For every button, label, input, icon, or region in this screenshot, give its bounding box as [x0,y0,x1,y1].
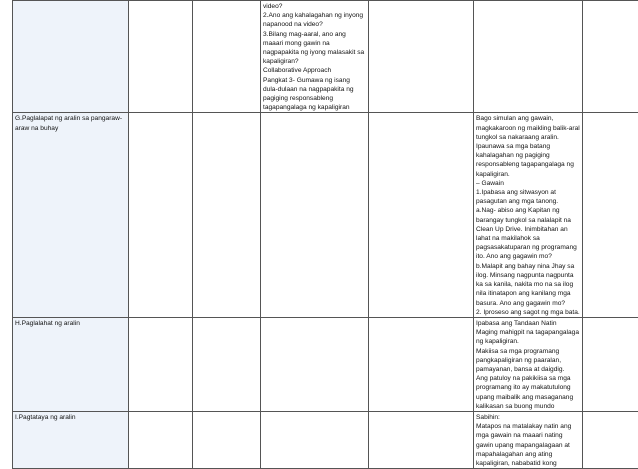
row-label-cell [13,1,129,113]
activity-cell [261,411,369,468]
empty-cell [193,113,261,317]
empty-cell [369,411,474,468]
empty-cell [583,113,638,317]
activity-cell [261,113,369,317]
table-row-continuation [13,1,638,113]
empty-cell [583,411,638,468]
activity-cell [261,317,369,411]
activity-cell: Ipabasa ang Tandaan Natin Maging mahigpit na tagapangalaga ng kapaligiran. Makiisa sa mga programang pangkapaligiran ng paaralan, pamayanan, bansa at daigdig. Ang patuloy na pakikiisa sa mga programang ito ay makatutulong upang maibalik ang masaganang kalikasan sa buong mundo [474,317,583,411]
table-row-paglalahat [13,317,638,411]
activity-cell: Sabihin: Matapos na matalakay natin ang mga gawain na maaari nating gawin upang mapangalagaan at mapahalagahan ang ating kapaligiran, nababatid kong [474,411,583,468]
activity-cell: video? 2.Ano ang kahalagahan ng inyong napanood na video? 3.Bilang mag-aaral, ano ang maaari mong gawin na nagpapakita ng iyong malasakit sa kapaligiran? Collaborative Approach Pangkat 3- Gumawa ng isang dula-dulaan na nagpapakita ng pagiging responsableng tagapangalaga ng kapaligiran [261,1,369,113]
row-label-cell: G.Paglalapat ng aralin sa pangaraw-araw na buhay [13,113,129,317]
empty-cell [129,317,193,411]
empty-cell [129,113,193,317]
table-row-paglalapat [13,113,638,317]
row-label-cell: H.Paglalahat ng aralin [13,317,129,411]
empty-cell [369,317,474,411]
row-label-cell: I.Pagtataya ng aralin [13,411,129,468]
empty-cell [193,411,261,468]
activity-cell: Bago simulan ang gawain, magkakaroon ng maikling balik-aral tungkol sa nakaraang aralin. Ipaunawa sa mga batang kahalagahan ng pagiging responsableng tagapangalaga ng kapaligiran. – Gawain 1.Ipabasa ang sitwasyon at pasagutan ang mga tanong. a.Nag- abiso ang Kapitan ng barangay tungkol sa nalalapit na Clean Up Drive. Inimbitahan an lahat na makilahok sa pagsasakatuparan ng programang ito. Ano ang gagawin mo? b.Malapit ang bahay nina Jhay sa ilog. Minsang nagpunta nagpunta ka sa kanila, nakita mo na sa ilog nila itinatapon ang kanilang mga basura. Ano ang gagawin mo? 2. Iproseso ang sagot ng mga bata. [474,113,583,317]
lesson-plan-table [12,0,638,469]
empty-cell [583,1,638,113]
table-row-pagtataya [13,411,638,468]
empty-cell [129,1,193,113]
activity-cell [474,1,583,113]
empty-cell [129,411,193,468]
empty-cell [369,1,474,113]
empty-cell [193,317,261,411]
empty-cell [369,113,474,317]
empty-cell [583,317,638,411]
empty-cell [193,1,261,113]
